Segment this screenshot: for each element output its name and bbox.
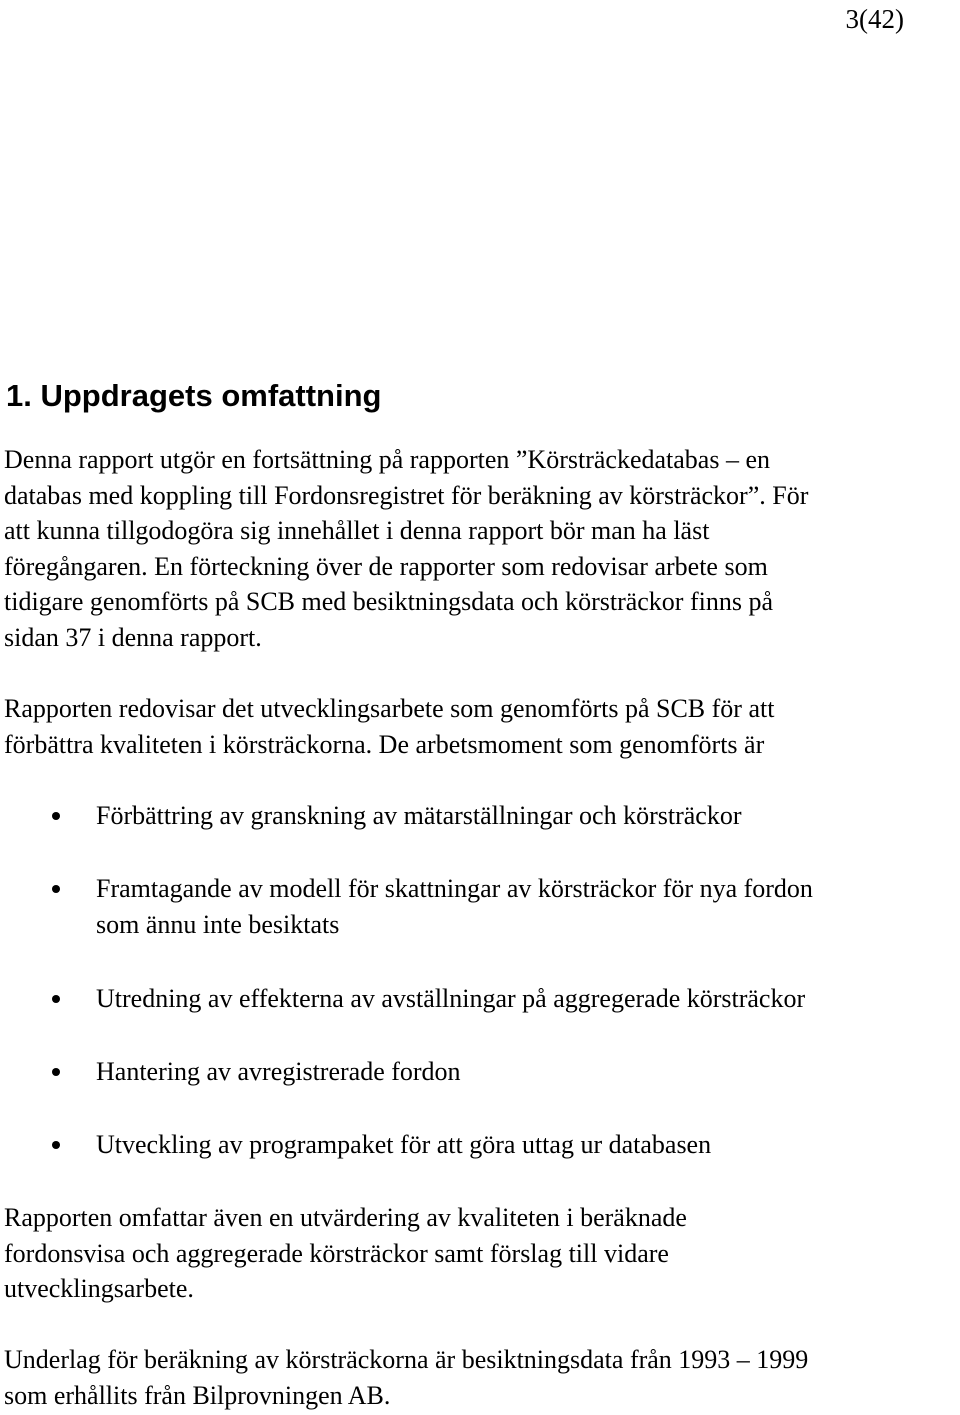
text-line: sidan 37 i denna rapport. [4,622,262,652]
text-line: Denna rapport utgör en fortsättning på rapporten ”Körsträckedatabas – en [4,445,770,474]
text-line: som erhållits från Bilprovningen AB. [4,1380,391,1410]
work-paragraph [4,691,774,762]
list-item-text [96,981,805,1017]
text-line: förbättra kvaliteten i körsträckorna. De arbetsmoment som genomförts är [4,729,765,759]
bullet-icon [52,885,60,893]
bullet-icon [52,1141,60,1149]
text-line: Underlag för beräkning av körsträckorna är besiktningsdata från 1993 – 1999 [4,1345,809,1374]
list-item-text [96,871,813,942]
text-line: Rapporten redovisar det utvecklingsarbete som genomförts på SCB för att [4,694,775,723]
section-heading: 1. Uppdragets omfattning [6,378,382,413]
text-line: databas med koppling till Fordonsregistret för beräkning av körsträckor”. För [4,480,809,510]
bullet-icon [52,812,60,820]
list-item-text [96,798,741,834]
text-line: fordonsvisa och aggregerade körsträckor samt förslag till vidare [4,1238,669,1268]
text-line: tidigare genomförts på SCB med besiktningsdata och körsträckor finns på [4,587,774,616]
bullet-icon [52,995,60,1003]
bullet-icon [52,1068,60,1076]
text-line: Rapporten omfattar även en utvärdering av kvaliteten i beräknade [4,1203,687,1232]
text-line: Förbättring av granskning av mätarställningar och körsträckor [96,801,742,830]
page-number: 3(42) [845,4,904,34]
list-item-text [96,1127,711,1163]
text-line: utvecklingsarbete. [4,1274,194,1303]
text-line: Utredning av effekterna av avställningar på aggregerade körsträckor [96,984,806,1013]
text-line: som ännu inte besiktats [96,909,340,939]
text-line: att kunna tillgodogöra sig innehållet i denna rapport bör man ha läst [4,516,710,545]
text-line: Hantering av avregistrerade fordon [96,1057,461,1086]
text-line: föregångaren. En förteckning över de rapporter som redovisar arbete som [4,551,768,581]
source-paragraph [4,1342,808,1413]
text-line: Utveckling av programpaket för att göra uttag ur databasen [96,1130,712,1159]
intro-paragraph [4,442,808,655]
list-item-text [96,1054,461,1090]
text-line: Framtagande av modell för skattningar av körsträckor för nya fordon [96,874,813,903]
evaluation-paragraph [4,1200,687,1307]
